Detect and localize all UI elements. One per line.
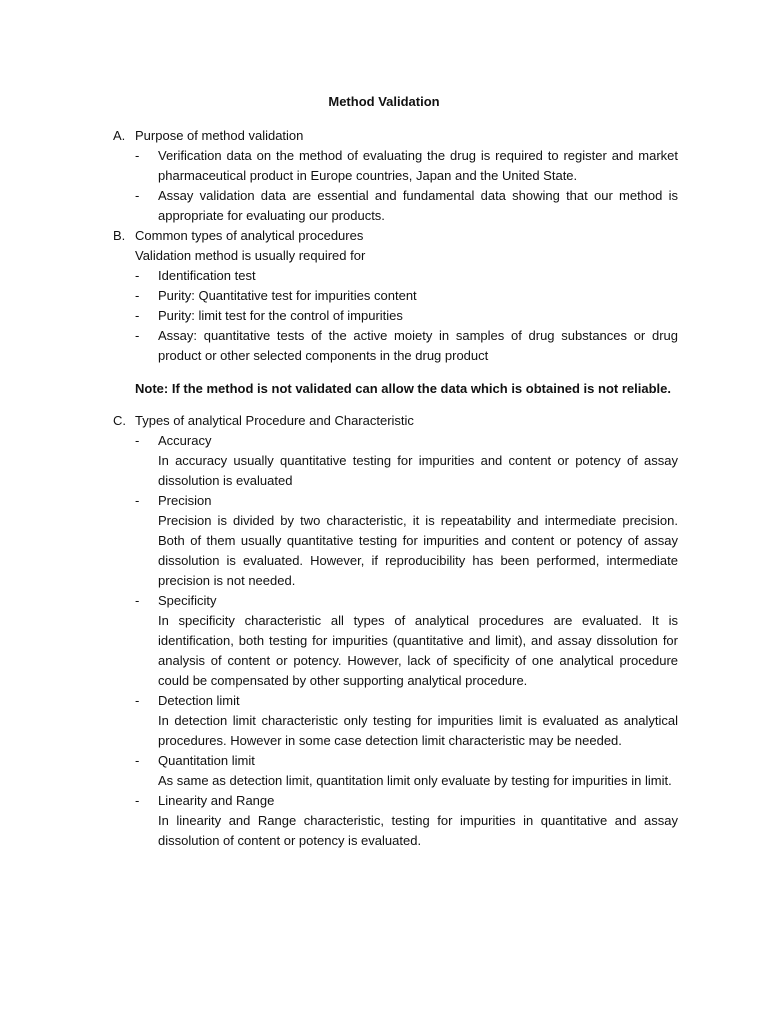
bullet-text: Purity: limit test for the control of impurities (158, 308, 403, 323)
bullet-dash: - (135, 493, 140, 508)
bullet-text: Assay validation data are essential and fundamental data showing that our method is appropriate for evaluating our products. (158, 188, 678, 223)
characteristic-description: Precision is divided by two characteristic, it is repeatability and intermediate precision. Both of them usually quantitative testing for impurities and content or potency of assay dissolution is evaluated. However, if reproducibility has been performed, intermediate precision is not needed. (158, 513, 678, 588)
bullet-dash: - (135, 753, 140, 768)
characteristic-name: Accuracy (158, 433, 212, 448)
section-a-heading (113, 126, 678, 146)
section-title: Types of analytical Procedure and Characteristic (135, 413, 414, 428)
section-title: Common types of analytical procedures (135, 228, 364, 243)
bullet-dash: - (135, 793, 140, 808)
section-intro: Validation method is usually required for (135, 248, 366, 263)
bullet-dash: - (135, 288, 140, 303)
list-item (135, 186, 678, 226)
characteristic-item (135, 691, 678, 711)
document-body (113, 126, 678, 851)
section-letter: C. (113, 413, 126, 428)
section-c-heading (113, 411, 678, 431)
characteristic-item (135, 591, 678, 611)
bullet-dash: - (135, 433, 140, 448)
list-item (135, 146, 678, 186)
characteristic-item (135, 431, 678, 451)
list-item (135, 286, 678, 306)
bullet-dash: - (135, 268, 140, 283)
characteristic-description: In detection limit characteristic only testing for impurities limit is evaluated as analytical procedures. However in some case detection limit characteristic may be needed. (158, 713, 678, 748)
section-letter: B. (113, 228, 126, 243)
characteristic-item (135, 491, 678, 511)
characteristic-description: In accuracy usually quantitative testing for impurities and content or potency of assay dissolution is evaluated (158, 453, 678, 488)
characteristic-description: As same as detection limit, quantitation limit only evaluate by testing for impurities in limit. (158, 773, 672, 788)
bullet-text: Purity: Quantitative test for impurities content (158, 288, 417, 303)
bullet-dash: - (135, 148, 140, 163)
characteristic-description: In specificity characteristic all types of analytical procedures are evaluated. It is identification, both testing for impurities (quantitative and limit), and assay dissolution for analysis of content or potency. However, lack of specificity of one analytical procedure could be compensated by other supporting analytical procedure. (158, 613, 678, 688)
characteristic-name: Detection limit (158, 693, 240, 708)
bullet-dash: - (135, 308, 140, 323)
list-item (135, 306, 678, 326)
bullet-dash: - (135, 328, 140, 343)
list-item (135, 326, 678, 366)
section-title: Purpose of method validation (135, 128, 304, 143)
bullet-text: Verification data on the method of evaluating the drug is required to register and market pharmaceutical product in Europe countries, Japan and the United State. (158, 148, 678, 183)
characteristic-name: Linearity and Range (158, 793, 275, 808)
characteristic-name: Specificity (158, 593, 217, 608)
characteristic-name: Quantitation limit (158, 753, 255, 768)
bullet-dash: - (135, 188, 140, 203)
bullet-dash: - (135, 693, 140, 708)
characteristic-description: In linearity and Range characteristic, testing for impurities in quantitative and assay dissolution of content or potency is evaluated. (158, 813, 678, 848)
characteristic-item (135, 791, 678, 811)
characteristic-name: Precision (158, 493, 212, 508)
section-b-heading (113, 226, 678, 246)
note-text: Note: If the method is not validated can allow the data which is obtained is not reliable. (135, 381, 671, 396)
page-title-text: Method Validation (328, 94, 440, 109)
bullet-text: Identification test (158, 268, 256, 283)
bullet-dash: - (135, 593, 140, 608)
list-item (135, 266, 678, 286)
page-title (0, 93, 768, 111)
section-letter: A. (113, 128, 126, 143)
characteristic-item (135, 751, 678, 771)
bullet-text: Assay: quantitative tests of the active moiety in samples of drug substances or drug product or other selected components in the drug product (158, 328, 678, 363)
